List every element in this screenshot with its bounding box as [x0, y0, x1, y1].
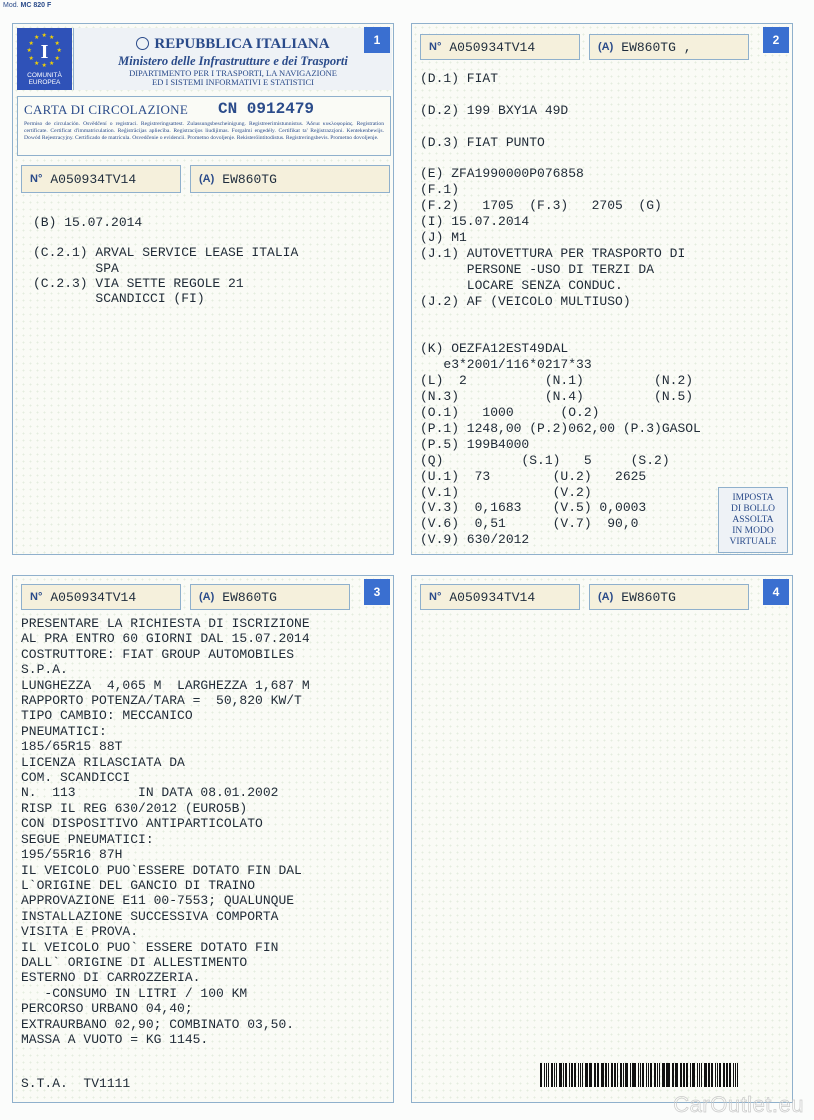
text-line: (F.1) [420, 182, 460, 198]
text-line: PERCORSO URBANO 04,40; [21, 1001, 193, 1017]
department-line1: DIPARTIMENTO PER I TRASPORTI, LA NAVIGAZIONE [129, 68, 337, 78]
text-line: (O.1) 1000 (O.2) [420, 405, 600, 421]
star-icon: ★ [54, 40, 60, 47]
panel-number: 4 [763, 579, 789, 605]
text-line: COSTRUTTORE: FIAT GROUP AUTOMOBILES [21, 646, 295, 662]
bollo-line: IMPOSTA [732, 492, 774, 503]
watermark: CarOutlet.eu [673, 1092, 804, 1117]
star-icon: ★ [56, 48, 62, 54]
text-line: (D.3) FIAT PUNTO [420, 134, 545, 150]
plate-field: (A) EW860TG [589, 584, 749, 610]
barcode-icon [540, 1063, 740, 1087]
text-line: SCANDICCI (FI) [33, 291, 205, 307]
text-line: EXTRAURBANO 02,90; COMBINATO 03,50. [21, 1016, 295, 1032]
text-line: (L) 2 (N.1) (N.2) [420, 373, 694, 389]
registration-number-field: N° A050934TV14 [21, 165, 181, 193]
text-line: (D.1) FIAT [420, 71, 499, 86]
text-line: (C.2.3) VIA SETTE REGOLE 21 [33, 275, 244, 291]
carta-title: CARTA DI CIRCOLAZIONE [24, 102, 189, 117]
republic-title: REPUBBLICA ITALIANA [154, 36, 330, 52]
text-line: (U.1) 73 (U.2) 2625 [420, 468, 647, 484]
text-line: SPA [33, 260, 119, 276]
republic-header [73, 28, 392, 90]
text-line: IL VEICOLO PUO` ESSERE DOTATO FIN [21, 939, 279, 955]
registration-number-field: N° A050934TV14 [420, 584, 580, 610]
text-line: (V.6) 0,51 (V.7) 90,0 [420, 516, 639, 532]
text-line: (J.1) AUTOVETTURA PER TRASPORTO DI [420, 245, 686, 261]
panel-1 [12, 23, 394, 555]
text-line: (P.5) 199B4000 [420, 436, 530, 452]
text-line: TIPO CAMBIO: MECCANICO [21, 708, 193, 724]
star-icon: ★ [34, 35, 40, 41]
text-line: e3*2001/116*0217*33 [420, 357, 592, 373]
registration-number: A050934TV14 [449, 39, 536, 55]
text-line: (Q) (S.1) 5 (S.2) [420, 452, 670, 468]
text-line: SEGUE PNEUMATICI: [21, 831, 154, 847]
star-icon: ★ [41, 63, 47, 69]
text-line: 185/65R15 88T [21, 739, 123, 755]
star-icon: ★ [49, 60, 55, 67]
text-line: (P.1) 1248,00 (P.2)062,00 (P.3)GASOL [420, 420, 701, 436]
eu-label-line2: EUROPEA [28, 79, 61, 86]
star-icon: ★ [49, 35, 55, 41]
registration-number: A050934TV14 [449, 589, 536, 605]
registration-number: A050934TV14 [50, 589, 137, 605]
bollo-line: IN MODO [732, 525, 774, 536]
text-line: AL PRA ENTRO 60 GIORNI DAL 15.07.2014 [21, 631, 310, 647]
text-line [420, 310, 701, 326]
text-line [420, 326, 701, 342]
panel-number: 2 [763, 27, 789, 53]
text-line: S.P.A. [21, 662, 68, 678]
plate-number: EW860TG , [621, 39, 692, 55]
plate-field: (A) EW860TG , [589, 34, 749, 60]
text-line: (B) 15.07.2014 [33, 215, 143, 230]
vehicle-data [420, 71, 701, 548]
text-line: MASSA A VUOTO = KG 1145. [21, 1031, 209, 1047]
registration-number: A050934TV14 [50, 171, 137, 187]
text-line: (K) OEZFA12EST49DAL [420, 341, 569, 357]
star-icon: ★ [41, 33, 47, 39]
text-line: N. 113 IN DATA 08.01.2002 [21, 785, 279, 801]
carta-translations: Permiso de circulación. Osvědčení o registraci. Registreringsattest. Zulassungsbescheinigung. Registreerimistunnistus. Άδεια κυκλοφορίας. Registration certificate. Certificat d'immatriculation. Reģistrācijas apliecība. Registracijos liudijimas. Forgalmi engedély. Certifikat ta' Reġistrazzjoni. Kentekenbewijs. Dowód Rejestracyjny. Certificado de matrícula. Osvedčenie o evidencii. Prometno dovoljenje. Rekisteröintitodistus. Registreringsbevis. Prometno dovoljenje. [24, 121, 384, 141]
registration-number-field: N° A050934TV14 [21, 584, 181, 610]
star-icon: ★ [34, 60, 40, 67]
text-line: LUNGHEZZA 4,065 M LARGHEZZA 1,687 M [21, 677, 310, 693]
text-line: PRESENTARE LA RICHIESTA DI ISCRIZIONE [21, 616, 310, 631]
text-line: IL VEICOLO PUO`ESSERE DOTATO FIN DAL [21, 862, 302, 878]
text-line: PNEUMATICI: [21, 723, 107, 739]
star-icon: ★ [26, 48, 32, 54]
text-line: (J.2) AF (VEICOLO MULTIUSO) [420, 293, 631, 309]
carta-header [17, 96, 391, 156]
ministry-name: Ministero delle Infrastrutture e dei Trasporti [118, 54, 348, 68]
text-line: PERSONE -USO DI TERZI DA [420, 261, 655, 277]
text-line: (V.1) (V.2) [420, 484, 592, 500]
text-line: DALL` ORIGINE DI ALLESTIMENTO [21, 954, 248, 970]
notes-text [21, 616, 310, 1047]
text-line: RISP IL REG 630/2012 (EURO5B) [21, 800, 248, 816]
text-line [420, 119, 701, 135]
text-line: (C.2.1) ARVAL SERVICE LEASE ITALIA [33, 245, 299, 261]
text-line: ESTERNO DI CARROZZERIA. [21, 970, 201, 986]
star-icon: ★ [54, 55, 60, 62]
emblem-icon [136, 37, 149, 50]
bollo-line: VIRTUALE [729, 536, 777, 547]
text-line: L`ORIGINE DEL GANCIO DI TRAINO [21, 877, 256, 893]
text-line: LICENZA RILASCIATA DA [21, 754, 185, 770]
text-line [420, 151, 701, 167]
star-icon: ★ [28, 55, 34, 62]
eu-label-line1: COMUNITÀ [27, 72, 62, 79]
text-line: (I) 15.07.2014 [420, 214, 530, 230]
text-line: COM. SCANDICCI [21, 770, 131, 786]
owner-data [33, 215, 298, 306]
text-line: (N.3) (N.4) (N.5) [420, 389, 694, 405]
plate-number: EW860TG [222, 589, 277, 605]
plate-field: (A) EW860TG [190, 584, 350, 610]
form-model-code: Mod. MC 820 F [3, 2, 52, 9]
text-line: 195/55R16 87H [21, 847, 123, 863]
panel-4 [411, 575, 793, 1103]
panel-2 [411, 23, 793, 555]
text-line: (F.2) 1705 (F.3) 2705 (G) [420, 198, 662, 214]
department-line2: ED I SISTEMI INFORMATIVI E STATISTICI [152, 77, 314, 87]
text-line: (V.9) 630/2012 [420, 532, 530, 548]
text-line: (V.3) 0,1683 (V.5) 0,0003 [420, 500, 647, 516]
text-line [420, 87, 701, 103]
panel-number: 3 [364, 579, 390, 605]
bollo-line: DI BOLLO [730, 503, 776, 514]
registration-number-field: N° A050934TV14 [420, 34, 580, 60]
plate-number: EW860TG [222, 171, 277, 187]
text-line: -CONSUMO IN LITRI / 100 KM [21, 985, 248, 1001]
text-line [33, 230, 298, 245]
bollo-stamp [718, 487, 788, 553]
bollo-line: ASSOLTA [732, 514, 774, 525]
eu-flag [17, 28, 72, 90]
text-line: CON DISPOSITIVO ANTIPARTICOLATO [21, 816, 263, 832]
text-line: (D.2) 199 BXY1A 49D [420, 102, 569, 118]
carta-number: CN 0912479 [218, 100, 315, 118]
eu-stars-icon: I ★ ★ ★ ★ ★ ★ ★ ★ ★ ★ ★ ★ [26, 33, 62, 69]
panel-3 [12, 575, 394, 1103]
text-line: (E) ZFA1990000P076858 [420, 166, 584, 182]
star-icon: ★ [28, 40, 34, 47]
text-line: APPROVAZIONE E11 00-7553; QUALUNQUE [21, 893, 295, 909]
text-line: VISITA E PROVA. [21, 924, 139, 940]
text-line: RAPPORTO POTENZA/TARA = 50,820 KW/T [21, 693, 302, 709]
panel-number: 1 [364, 27, 390, 53]
text-line: (J) M1 [420, 230, 467, 246]
text-line: INSTALLAZIONE SUCCESSIVA COMPORTA [21, 908, 279, 924]
text-line: LOCARE SENZA CONDUC. [420, 277, 623, 293]
plate-field: (A) EW860TG [190, 165, 390, 193]
plate-number: EW860TG [621, 589, 676, 605]
sta-code: S.T.A. TV1111 [21, 1076, 131, 1091]
